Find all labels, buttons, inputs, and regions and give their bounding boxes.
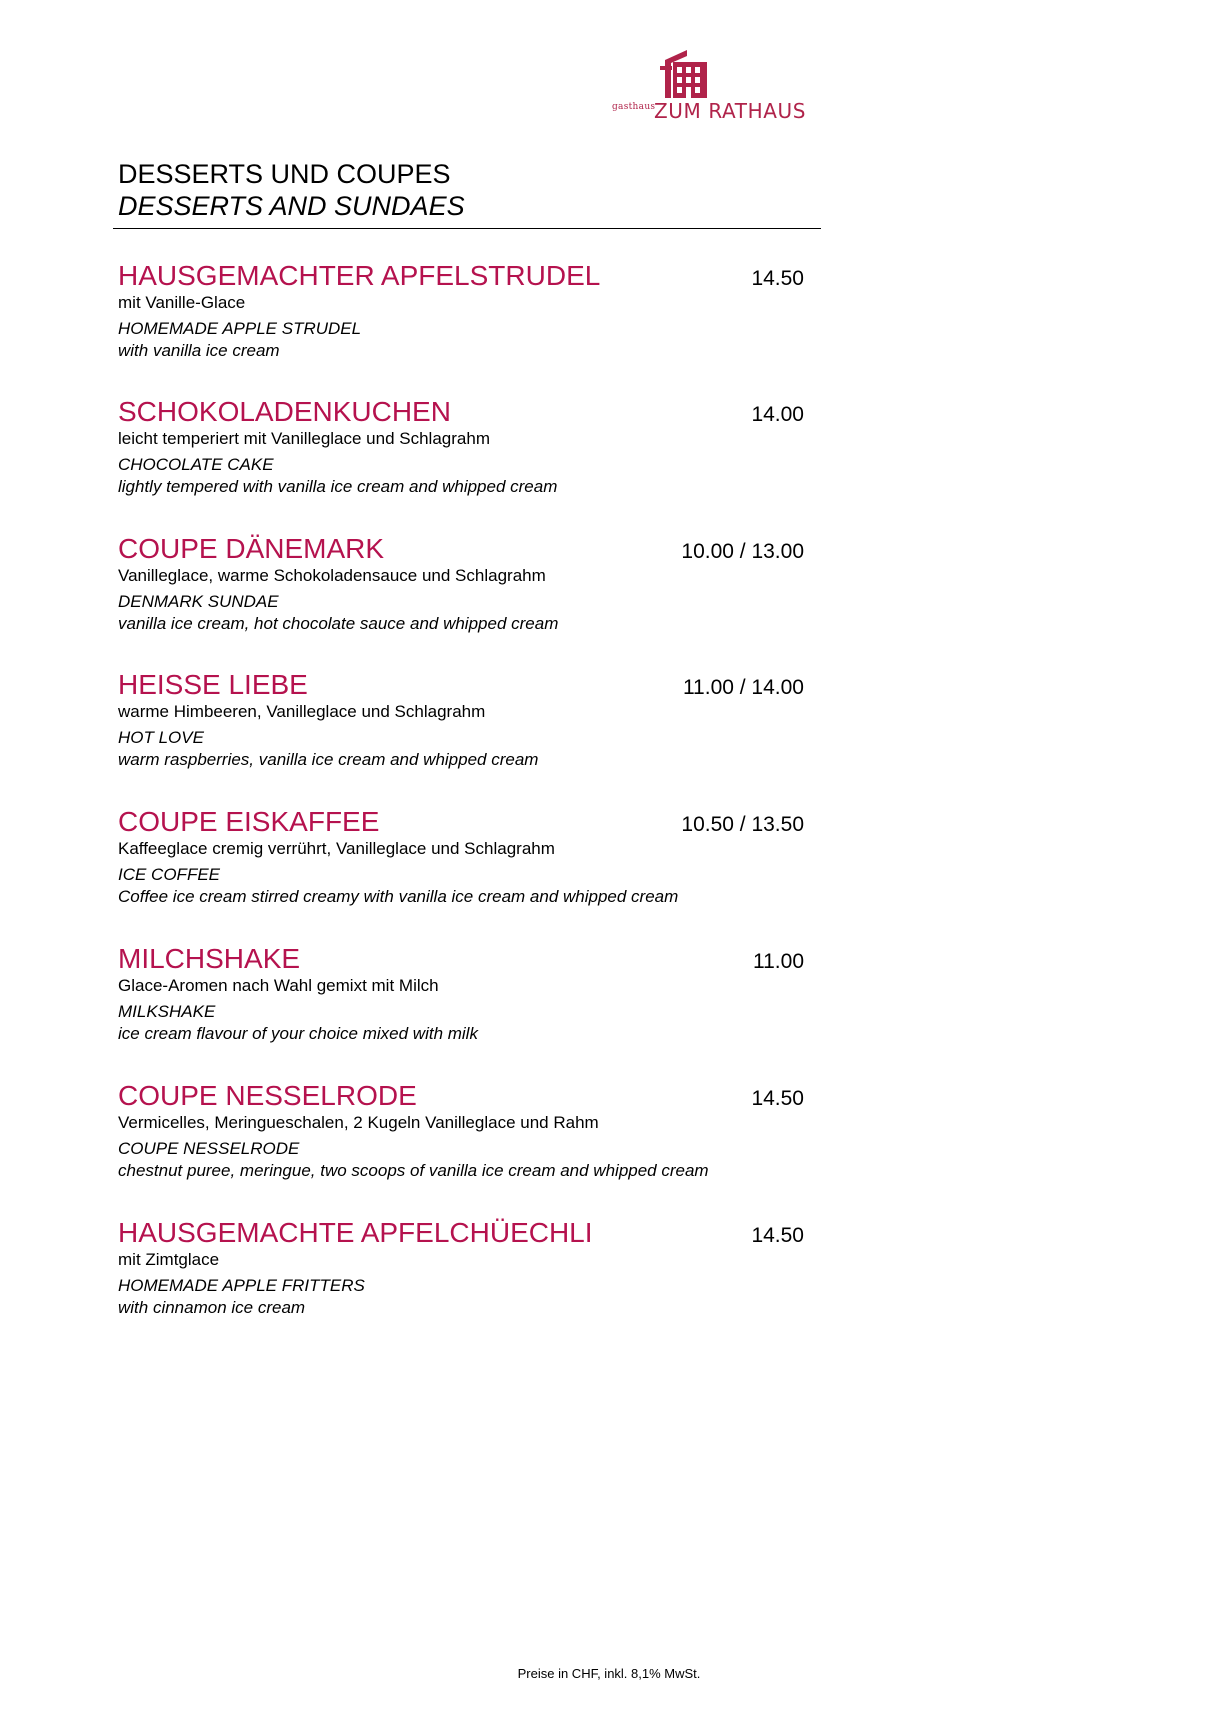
item-description-de: Kaffeeglace cremig verrührt, Vanilleglace und Schlagrahm [118,839,555,858]
item-name-en: CHOCOLATE CAKE [118,455,274,474]
menu-header [118,158,818,222]
item-description-de: Glace-Aromen nach Wahl gemixt mit Milch [118,976,439,995]
menu-item [118,806,804,908]
menu-item [118,1080,804,1182]
item-description-de: Vanilleglace, warme Schokoladensauce und Schlagrahm [118,566,546,585]
restaurant-logo [612,50,812,130]
item-name: MILCHSHAKE [118,943,301,974]
item-name-en: COUPE NESSELRODE [118,1139,300,1158]
item-price: 11.00 [753,950,804,973]
item-name: COUPE DÄNEMARK [118,533,385,564]
item-price: 14.50 [751,267,804,290]
logo-name: ZUM RATHAUS [654,99,807,123]
item-price: 10.50 / 13.50 [681,813,804,836]
menu-item [118,1217,804,1319]
item-description-en: warm raspberries, vanilla ice cream and whipped cream [118,750,539,769]
menu-item [118,533,804,635]
item-description-en: Coffee ice cream stirred creamy with vanilla ice cream and whipped cream [118,887,679,906]
item-description-en: lightly tempered with vanilla ice cream and whipped cream [118,477,558,496]
item-name: HAUSGEMACHTER APFELSTRUDEL [118,260,601,291]
item-name-en: HOMEMADE APPLE STRUDEL [118,319,362,338]
item-price: 14.50 [751,1224,804,1247]
item-price: 11.00 / 14.00 [682,676,804,699]
menu-item [118,669,804,771]
item-description-en: with vanilla ice cream [118,341,280,360]
price-note [0,1666,1222,1681]
item-name-en: HOT LOVE [118,728,204,747]
building-icon [657,50,709,98]
item-description-de: Vermicelles, Meringueschalen, 2 Kugeln Vanilleglace und Rahm [118,1113,599,1132]
item-description-en: vanilla ice cream, hot chocolate sauce and whipped cream [118,614,559,633]
menu-item [118,396,804,498]
item-name-en: HOMEMADE APPLE FRITTERS [118,1276,365,1295]
item-name-en: ICE COFFEE [118,865,221,884]
item-description-en: ice cream flavour of your choice mixed with milk [118,1024,478,1043]
item-name: HEISSE LIEBE [118,669,308,700]
item-price: 14.00 [751,403,804,426]
header-divider [113,228,821,229]
menu-item [118,260,804,362]
title-de: DESSERTS UND COUPES [118,159,451,189]
item-description-en: chestnut puree, meringue, two scoops of vanilla ice cream and whipped cream [118,1161,709,1180]
item-name-en: DENMARK SUNDAE [118,592,279,611]
item-description-en: with cinnamon ice cream [118,1298,306,1317]
item-price: 14.50 [751,1087,804,1110]
item-name: COUPE NESSELRODE [118,1080,417,1111]
item-name: COUPE EISKAFFEE [118,806,380,837]
item-name: HAUSGEMACHTE APFELCHÜECHLI [118,1217,593,1248]
item-description-de: leicht temperiert mit Vanilleglace und Schlagrahm [118,429,490,448]
title-en: DESSERTS AND SUNDAES [118,191,465,221]
menu-item [118,943,804,1045]
price-note-text: Preise in CHF, inkl. 8,1% MwSt. [517,1666,701,1681]
item-name: SCHOKOLADENKUCHEN [118,396,451,427]
item-description-de: mit Vanille-Glace [118,293,246,312]
logo-small-text: gasthaus [612,102,656,112]
item-description-de: mit Zimtglace [118,1250,220,1269]
item-price: 10.00 / 13.00 [681,540,804,563]
item-name-en: MILKSHAKE [118,1002,216,1021]
item-description-de: warme Himbeeren, Vanilleglace und Schlagrahm [118,702,486,721]
